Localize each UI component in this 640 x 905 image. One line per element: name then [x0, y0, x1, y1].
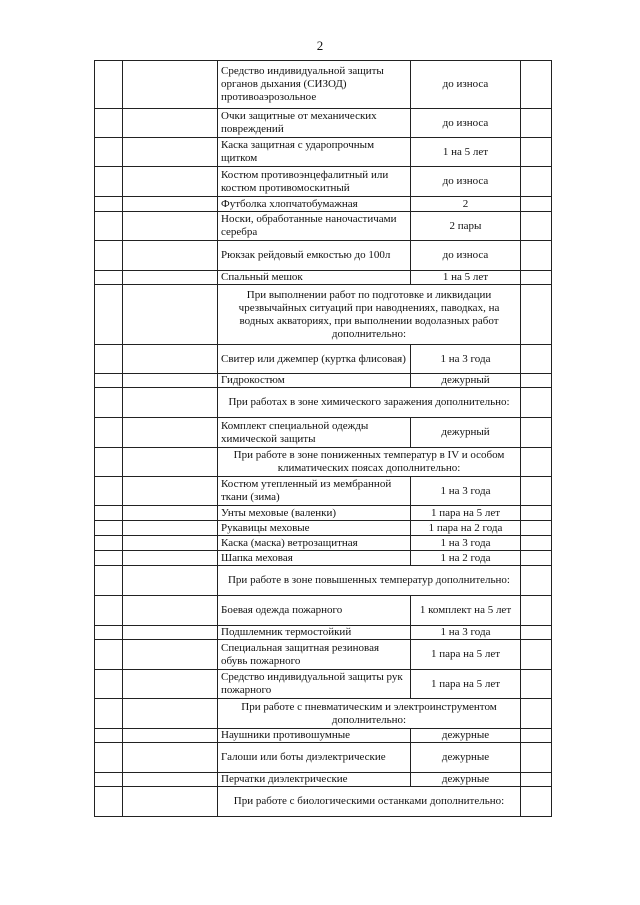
empty-cell-col2	[123, 596, 218, 626]
item-name: Перчатки диэлектрические	[218, 773, 411, 787]
empty-cell-col2	[123, 743, 218, 773]
empty-cell-col5	[521, 596, 552, 626]
empty-cell-col5	[521, 640, 552, 670]
item-name: Костюм противоэнцефалитный или костюм противомоскитный	[218, 167, 411, 197]
empty-cell-col2	[123, 670, 218, 699]
item-norm: 1 комплект на 5 лет	[411, 596, 521, 626]
table-row	[95, 640, 552, 670]
table-row	[95, 477, 552, 506]
item-norm: 1 на 3 года	[411, 345, 521, 374]
empty-cell-col5	[521, 743, 552, 773]
item-norm: 2	[411, 197, 521, 212]
item-norm: дежурные	[411, 743, 521, 773]
item-norm: дежурный	[411, 374, 521, 388]
empty-cell-col5	[521, 773, 552, 787]
item-norm: до износа	[411, 61, 521, 109]
empty-cell-col1	[95, 787, 123, 817]
item-norm: 1 на 5 лет	[411, 138, 521, 167]
table-row	[95, 271, 552, 285]
page-number: 2	[316, 38, 324, 53]
table-row	[95, 773, 552, 787]
empty-cell-col5	[521, 285, 552, 345]
table-row	[95, 729, 552, 743]
empty-cell-col2	[123, 551, 218, 566]
empty-cell-col1	[95, 521, 123, 536]
empty-cell-col2	[123, 345, 218, 374]
item-name: Специальная защитная резиновая обувь пожарного	[218, 640, 411, 670]
empty-cell-col5	[521, 212, 552, 241]
table-row	[95, 743, 552, 773]
equipment-norms-table	[94, 60, 552, 817]
empty-cell-col2	[123, 241, 218, 271]
empty-cell-col5	[521, 566, 552, 596]
item-norm: 1 на 3 года	[411, 477, 521, 506]
item-norm: 1 на 5 лет	[411, 271, 521, 285]
empty-cell-col1	[95, 448, 123, 477]
item-name: Подшлемник термостойкий	[218, 626, 411, 640]
empty-cell-col5	[521, 167, 552, 197]
item-name: Костюм утепленный из мембранной ткани (зима)	[218, 477, 411, 506]
table-body	[95, 61, 552, 817]
empty-cell-col5	[521, 551, 552, 566]
empty-cell-col5	[521, 271, 552, 285]
section-header-row	[95, 566, 552, 596]
item-name: Гидрокостюм	[218, 374, 411, 388]
empty-cell-col2	[123, 729, 218, 743]
empty-cell-col2	[123, 477, 218, 506]
empty-cell-col2	[123, 388, 218, 418]
empty-cell-col5	[521, 388, 552, 418]
item-name: Каска защитная с ударопрочным щитком	[218, 138, 411, 167]
item-norm: дежурные	[411, 729, 521, 743]
empty-cell-col2	[123, 418, 218, 448]
item-name: Шапка меховая	[218, 551, 411, 566]
empty-cell-col2	[123, 506, 218, 521]
empty-cell-col2	[123, 448, 218, 477]
empty-cell-col1	[95, 477, 123, 506]
empty-cell-col1	[95, 197, 123, 212]
empty-cell-col5	[521, 536, 552, 551]
item-name: Наушники противошумные	[218, 729, 411, 743]
empty-cell-col5	[521, 521, 552, 536]
section-header-row	[95, 699, 552, 729]
item-norm: до износа	[411, 109, 521, 138]
empty-cell-col1	[95, 670, 123, 699]
table-row	[95, 197, 552, 212]
empty-cell-col5	[521, 374, 552, 388]
section-header: При работе с пневматическим и электроинструментом дополнительно:	[218, 699, 521, 729]
empty-cell-col2	[123, 536, 218, 551]
empty-cell-col2	[123, 167, 218, 197]
table-row	[95, 626, 552, 640]
table-row	[95, 670, 552, 699]
empty-cell-col1	[95, 241, 123, 271]
empty-cell-col5	[521, 729, 552, 743]
item-name: Носки, обработанные наночастичами серебра	[218, 212, 411, 241]
empty-cell-col2	[123, 271, 218, 285]
table-row	[95, 345, 552, 374]
empty-cell-col1	[95, 699, 123, 729]
item-norm: 1 на 3 года	[411, 626, 521, 640]
empty-cell-col1	[95, 271, 123, 285]
table-row	[95, 61, 552, 109]
table-row	[95, 374, 552, 388]
empty-cell-col5	[521, 626, 552, 640]
section-header: При выполнении работ по подготовке и ликвидации чрезвычайных ситуаций при наводнениях, паводках, на водных акваториях, при выполнении водолазных работ дополнительно:	[218, 285, 521, 345]
table-row	[95, 241, 552, 271]
empty-cell-col5	[521, 506, 552, 521]
empty-cell-col1	[95, 773, 123, 787]
item-norm: 2 пары	[411, 212, 521, 241]
empty-cell-col2	[123, 566, 218, 596]
empty-cell-col1	[95, 212, 123, 241]
empty-cell-col2	[123, 374, 218, 388]
empty-cell-col2	[123, 773, 218, 787]
empty-cell-col5	[521, 418, 552, 448]
section-header-row	[95, 388, 552, 418]
empty-cell-col2	[123, 109, 218, 138]
empty-cell-col5	[521, 345, 552, 374]
empty-cell-col2	[123, 197, 218, 212]
empty-cell-col5	[521, 477, 552, 506]
empty-cell-col1	[95, 345, 123, 374]
item-norm: 1 на 2 года	[411, 551, 521, 566]
empty-cell-col2	[123, 212, 218, 241]
item-norm: 1 пара на 5 лет	[411, 640, 521, 670]
empty-cell-col1	[95, 729, 123, 743]
item-norm: 1 на 3 года	[411, 536, 521, 551]
empty-cell-col5	[521, 670, 552, 699]
empty-cell-col1	[95, 138, 123, 167]
item-name: Средство индивидуальной защиты органов дыхания (СИЗОД) противоаэрозольное	[218, 61, 411, 109]
table-row	[95, 167, 552, 197]
empty-cell-col1	[95, 374, 123, 388]
item-name: Свитер или джемпер (куртка флисовая)	[218, 345, 411, 374]
empty-cell-col5	[521, 241, 552, 271]
empty-cell-col1	[95, 61, 123, 109]
empty-cell-col2	[123, 699, 218, 729]
empty-cell-col5	[521, 197, 552, 212]
empty-cell-col1	[95, 536, 123, 551]
empty-cell-col1	[95, 418, 123, 448]
item-name: Комплект специальной одежды химической защиты	[218, 418, 411, 448]
empty-cell-col5	[521, 138, 552, 167]
item-norm: дежурный	[411, 418, 521, 448]
section-header-row	[95, 285, 552, 345]
empty-cell-col1	[95, 506, 123, 521]
empty-cell-col2	[123, 521, 218, 536]
empty-cell-col1	[95, 285, 123, 345]
section-header: При работе в зоне повышенных температур дополнительно:	[218, 566, 521, 596]
item-name: Рукавицы меховые	[218, 521, 411, 536]
section-header-row	[95, 787, 552, 817]
item-name: Очки защитные от механических повреждений	[218, 109, 411, 138]
item-norm: до износа	[411, 167, 521, 197]
table-row	[95, 596, 552, 626]
table-row	[95, 551, 552, 566]
empty-cell-col2	[123, 61, 218, 109]
section-header: При работах в зоне химического заражения дополнительно:	[218, 388, 521, 418]
empty-cell-col1	[95, 626, 123, 640]
empty-cell-col1	[95, 167, 123, 197]
empty-cell-col2	[123, 138, 218, 167]
empty-cell-col1	[95, 743, 123, 773]
empty-cell-col5	[521, 699, 552, 729]
table-row	[95, 521, 552, 536]
item-name: Рюкзак рейдовый емкостью до 100л	[218, 241, 411, 271]
table-row	[95, 536, 552, 551]
item-name: Галоши или боты диэлектрические	[218, 743, 411, 773]
empty-cell-col1	[95, 596, 123, 626]
empty-cell-col1	[95, 566, 123, 596]
section-header: При работе в зоне пониженных температур в IV и особом климатических поясах дополнительно:	[218, 448, 521, 477]
item-name: Средство индивидуальной защиты рук пожарного	[218, 670, 411, 699]
item-norm: 1 пара на 5 лет	[411, 506, 521, 521]
item-norm: 1 пара на 5 лет	[411, 670, 521, 699]
empty-cell-col5	[521, 61, 552, 109]
table-row	[95, 418, 552, 448]
empty-cell-col2	[123, 640, 218, 670]
item-norm: дежурные	[411, 773, 521, 787]
item-name: Боевая одежда пожарного	[218, 596, 411, 626]
item-name: Унты меховые (валенки)	[218, 506, 411, 521]
empty-cell-col1	[95, 551, 123, 566]
item-name: Каска (маска) ветрозащитная	[218, 536, 411, 551]
table-row	[95, 506, 552, 521]
item-norm: до износа	[411, 241, 521, 271]
item-name: Спальный мешок	[218, 271, 411, 285]
section-header: При работе с биологическими останками дополнительно:	[218, 787, 521, 817]
empty-cell-col2	[123, 787, 218, 817]
empty-cell-col5	[521, 787, 552, 817]
table-row	[95, 109, 552, 138]
section-header-row	[95, 448, 552, 477]
table-row	[95, 138, 552, 167]
empty-cell-col5	[521, 109, 552, 138]
empty-cell-col1	[95, 640, 123, 670]
item-name: Футболка хлопчатобумажная	[218, 197, 411, 212]
item-norm: 1 пара на 2 года	[411, 521, 521, 536]
empty-cell-col1	[95, 109, 123, 138]
empty-cell-col2	[123, 626, 218, 640]
empty-cell-col1	[95, 388, 123, 418]
table-row	[95, 212, 552, 241]
empty-cell-col2	[123, 285, 218, 345]
empty-cell-col5	[521, 448, 552, 477]
